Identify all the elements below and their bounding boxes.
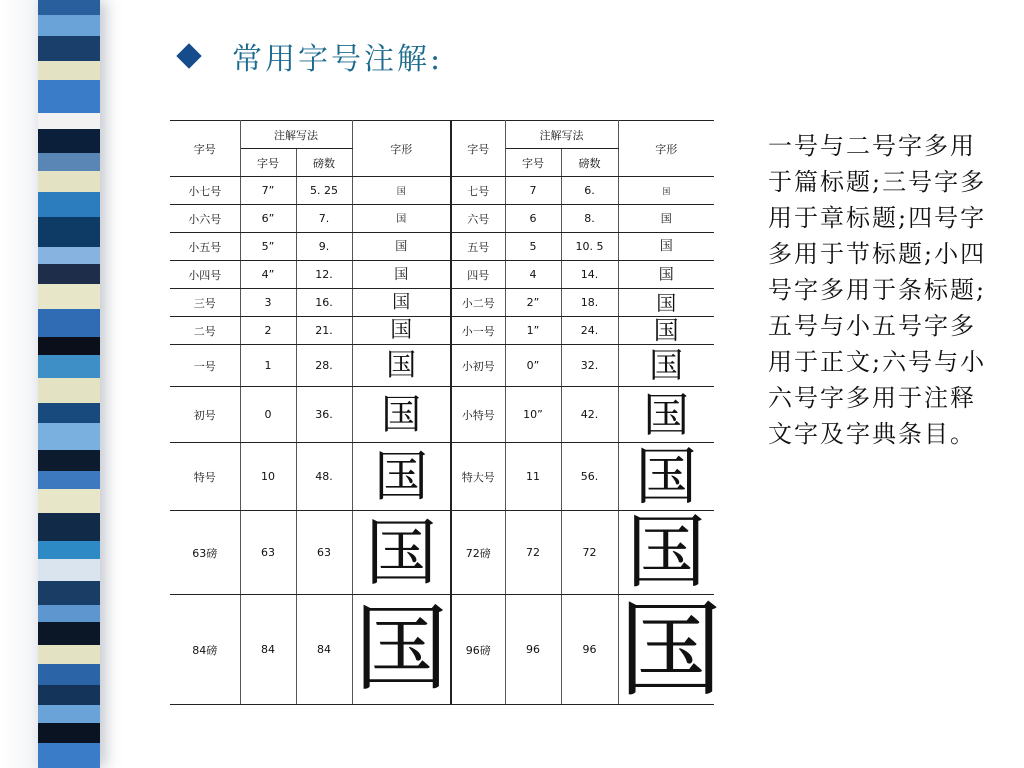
size-name-right: 72磅	[451, 511, 505, 595]
size-name: 小五号	[170, 233, 240, 261]
annotation-size: 6”	[240, 205, 296, 233]
size-name-right: 小二号	[451, 289, 505, 317]
stripe	[38, 217, 100, 247]
stripe	[38, 743, 100, 768]
glyph-sample	[352, 261, 451, 289]
subheader-points: 磅数	[296, 149, 352, 177]
table-row	[170, 233, 714, 261]
stripe	[38, 705, 100, 723]
stripe	[38, 192, 100, 217]
annotation-size-right: 2”	[505, 289, 561, 317]
decorative-stripe-band	[38, 0, 100, 768]
table-row	[170, 511, 714, 595]
guo-glyph: 国	[635, 439, 698, 513]
stripe	[38, 645, 100, 663]
annotation-size: 3	[240, 289, 296, 317]
annotation-size: 63	[240, 511, 296, 595]
font-size-table	[170, 120, 723, 711]
annotation-points: 48.	[296, 443, 352, 511]
guo-glyph: 国	[626, 505, 707, 599]
size-name-right: 小一号	[451, 317, 505, 345]
annotation-size: 5”	[240, 233, 296, 261]
guo-glyph: 国	[394, 266, 409, 283]
size-name: 84磅	[170, 595, 240, 705]
subheader-size: 字号	[240, 149, 296, 177]
size-name-right: 96磅	[451, 595, 505, 705]
annotation-size-right: 4	[505, 261, 561, 289]
annotation-size-right: 7	[505, 177, 561, 205]
stripe	[38, 450, 100, 472]
annotation-size: 4”	[240, 261, 296, 289]
stripe	[38, 355, 100, 378]
guo-glyph: 国	[381, 391, 422, 438]
annotation-size-right: 10”	[505, 387, 561, 443]
annotation-size-right: 6	[505, 205, 561, 233]
table-row	[170, 205, 714, 233]
annotation-points-right: 14.	[561, 261, 618, 289]
glyph-sample	[352, 233, 451, 261]
annotation-points: 36.	[296, 387, 352, 443]
stripe	[38, 153, 100, 171]
guo-glyph: 国	[396, 214, 407, 225]
band-shadow	[0, 0, 38, 768]
glyph-sample	[352, 205, 451, 233]
stripe	[38, 403, 100, 423]
stripe	[38, 309, 100, 337]
guo-glyph: 国	[354, 594, 449, 704]
size-name-right: 小特号	[451, 387, 505, 443]
size-name-right: 四号	[451, 261, 505, 289]
annotation-points: 21.	[296, 317, 352, 345]
size-name: 一号	[170, 345, 240, 387]
slide-title	[176, 34, 443, 78]
annotation-points-right: 10. 5	[561, 233, 618, 261]
glyph-sample-right	[618, 205, 714, 233]
glyph-sample-right	[618, 345, 714, 387]
stripe	[38, 171, 100, 193]
glyph-sample-right	[618, 317, 714, 345]
guo-glyph: 国	[396, 187, 406, 197]
glyph-sample-right	[618, 439, 714, 513]
table-row	[170, 317, 714, 345]
header-annotation-right: 注解写法	[505, 121, 618, 149]
size-name-right: 五号	[451, 233, 505, 261]
header-annotation: 注解写法	[240, 121, 352, 149]
stripe	[38, 0, 100, 15]
glyph-sample-right	[618, 387, 714, 443]
guo-glyph: 国	[659, 239, 673, 254]
stripe	[38, 471, 100, 489]
annotation-size: 10	[240, 443, 296, 511]
annotation-size-right: 1”	[505, 317, 561, 345]
glyph-sample-right	[618, 261, 714, 289]
table-row	[170, 387, 714, 443]
subheader-points-right: 磅数	[561, 149, 618, 177]
guo-glyph: 国	[653, 316, 679, 345]
glyph-sample	[352, 289, 451, 317]
guo-glyph: 国	[660, 212, 672, 225]
size-name-right: 特大号	[451, 443, 505, 511]
table-row	[170, 261, 714, 289]
size-name: 三号	[170, 289, 240, 317]
subheader-size-right: 字号	[505, 149, 561, 177]
glyph-sample-right	[618, 588, 723, 711]
annotation-size-right: 96	[505, 595, 561, 705]
glyph-sample-right	[618, 505, 714, 599]
header-size: 字号	[170, 121, 240, 177]
table-row	[170, 177, 714, 205]
annotation-size: 7”	[240, 177, 296, 205]
stripe	[38, 36, 100, 61]
size-name: 小七号	[170, 177, 240, 205]
header-size-right: 字号	[451, 121, 505, 177]
annotation-points-right: 18.	[561, 289, 618, 317]
annotation-size-right: 11	[505, 443, 561, 511]
annotation-size-right: 5	[505, 233, 561, 261]
guo-glyph: 国	[386, 347, 417, 383]
annotation-points-right: 32.	[561, 345, 618, 387]
size-name: 二号	[170, 317, 240, 345]
guo-glyph: 国	[618, 588, 723, 711]
size-name: 小六号	[170, 205, 240, 233]
size-name-right: 六号	[451, 205, 505, 233]
table-row	[170, 345, 714, 387]
glyph-sample	[352, 387, 451, 443]
size-name-right: 七号	[451, 177, 505, 205]
stripe	[38, 113, 100, 130]
annotation-size: 0	[240, 387, 296, 443]
annotation-points-right: 6.	[561, 177, 618, 205]
annotation-points: 84	[296, 595, 352, 705]
stripe	[38, 378, 100, 403]
glyph-sample-right	[618, 289, 714, 317]
stripe	[38, 129, 100, 152]
annotation-size: 1	[240, 345, 296, 387]
guo-glyph: 国	[395, 239, 408, 253]
guo-glyph: 国	[649, 345, 684, 386]
table-row	[170, 595, 714, 705]
glyph-sample-right	[618, 233, 714, 261]
glyph-sample	[352, 443, 451, 511]
guo-glyph: 国	[365, 510, 438, 595]
annotation-size-right: 0”	[505, 345, 561, 387]
stripe	[38, 15, 100, 37]
annotation-size-right: 72	[505, 511, 561, 595]
annotation-points-right: 42.	[561, 387, 618, 443]
glyph-sample	[352, 177, 451, 205]
stripe	[38, 337, 100, 355]
stripe	[38, 489, 100, 512]
stripe	[38, 423, 100, 450]
size-name: 小四号	[170, 261, 240, 289]
stripe	[38, 61, 100, 79]
title-text: 常用字号注解:	[232, 42, 444, 77]
stripe	[38, 581, 100, 606]
guo-glyph: 国	[643, 387, 690, 442]
usage-description: 一号与二号字多用于篇标题;三号字多用于章标题;四号字多用于节标题;小四号字多用于条标题;五号与小五号字多用于正文;六号与小六号字多用于注释文字及字典条目。	[768, 132, 987, 448]
stripe	[38, 723, 100, 743]
table-row	[170, 289, 714, 317]
annotation-points: 5. 25	[296, 177, 352, 205]
stripe	[38, 541, 100, 559]
stripe	[38, 685, 100, 705]
stripe	[38, 622, 100, 645]
annotation-size: 84	[240, 595, 296, 705]
stripe	[38, 664, 100, 686]
stripe	[38, 247, 100, 264]
guo-glyph: 国	[390, 317, 413, 343]
annotation-points: 63	[296, 511, 352, 595]
header-shape: 字形	[352, 121, 451, 177]
guo-glyph: 国	[658, 265, 674, 283]
table-row	[170, 443, 714, 511]
stripe	[38, 559, 100, 581]
stripe	[38, 264, 100, 284]
annotation-points-right: 72	[561, 511, 618, 595]
stripe	[38, 284, 100, 309]
glyph-sample	[352, 345, 451, 387]
annotation-points: 9.	[296, 233, 352, 261]
guo-glyph: 国	[656, 290, 677, 315]
size-name: 63磅	[170, 511, 240, 595]
annotation-points: 16.	[296, 289, 352, 317]
size-name: 特号	[170, 443, 240, 511]
size-name: 初号	[170, 387, 240, 443]
diamond-bullet-icon	[176, 43, 201, 68]
annotation-size: 2	[240, 317, 296, 345]
glyph-sample-right	[618, 177, 714, 205]
annotation-points-right: 56.	[561, 443, 618, 511]
annotation-points: 28.	[296, 345, 352, 387]
stripe	[38, 513, 100, 541]
annotation-points: 12.	[296, 261, 352, 289]
annotation-points-right: 96	[561, 595, 618, 705]
glyph-sample	[352, 317, 451, 345]
annotation-points: 7.	[296, 205, 352, 233]
glyph-sample	[352, 595, 451, 705]
stripe	[38, 605, 100, 622]
annotation-points-right: 24.	[561, 317, 618, 345]
guo-glyph: 国	[662, 187, 671, 196]
header-shape-right: 字形	[618, 121, 714, 177]
annotation-points-right: 8.	[561, 205, 618, 233]
size-name-right: 小初号	[451, 345, 505, 387]
stripe	[38, 80, 100, 113]
glyph-sample	[352, 511, 451, 595]
guo-glyph: 国	[374, 444, 429, 508]
guo-glyph: 国	[392, 291, 411, 313]
